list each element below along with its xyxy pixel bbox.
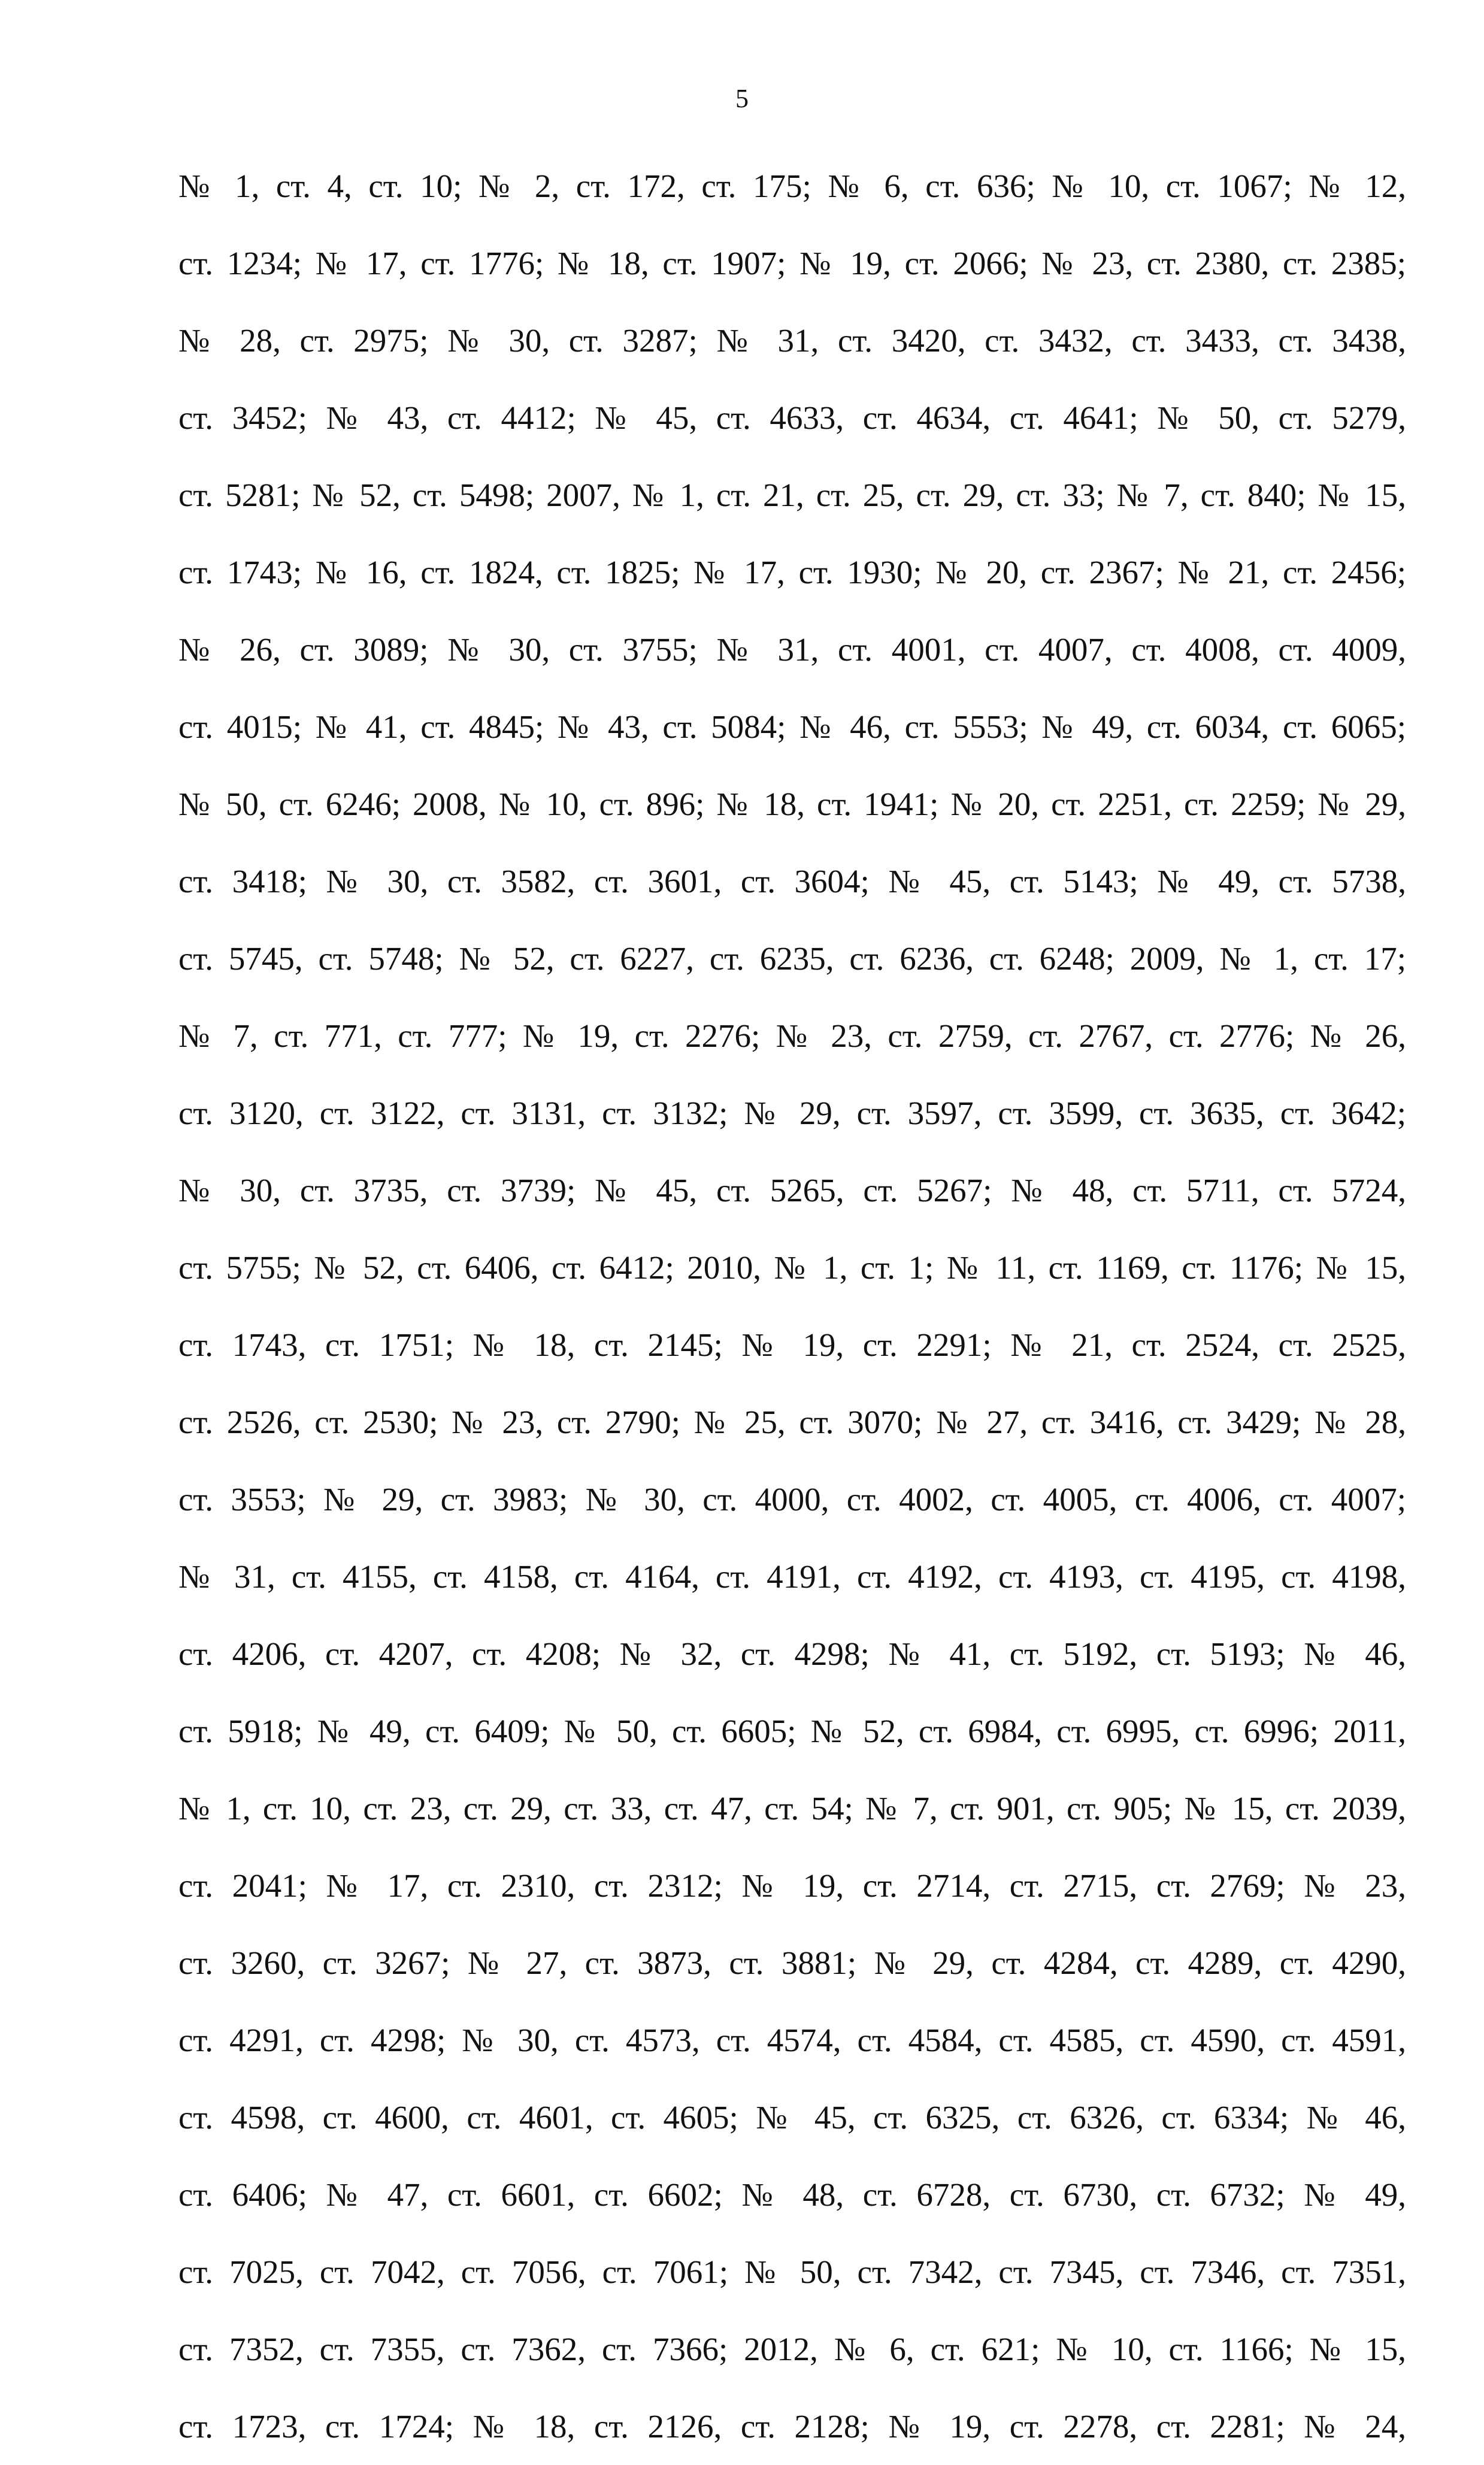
text-line: № 31, ст. 4155, ст. 4158, ст. 4164, ст. 4191, ст. 4192, ст. 4193, ст. 4195, ст. 4198, <box>178 1558 1406 1595</box>
text-line: ст. 4206, ст. 4207, ст. 4208; № 32, ст. 4298; № 41, ст. 5192, ст. 5193; № 46, <box>178 1636 1406 1672</box>
page-number: 5 <box>735 84 749 113</box>
text-line: ст. 5281; № 52, ст. 5498; 2007, № 1, ст. 21, ст. 25, ст. 29, ст. 33; № 7, ст. 840; № 15, <box>178 477 1406 513</box>
citation-text-block <box>178 147 1406 2465</box>
text-line: № 1, ст. 10, ст. 23, ст. 29, ст. 33, ст. 47, ст. 54; № 7, ст. 901, ст. 905; № 15, ст. 2039, <box>178 1790 1406 1827</box>
text-line: ст. 3120, ст. 3122, ст. 3131, ст. 3132; № 29, ст. 3597, ст. 3599, ст. 3635, ст. 3642; <box>178 1095 1406 1131</box>
text-line: ст. 5755; № 52, ст. 6406, ст. 6412; 2010, № 1, ст. 1; № 11, ст. 1169, ст. 1176; № 15, <box>178 1249 1406 1286</box>
text-line: ст. 2041; № 17, ст. 2310, ст. 2312; № 19, ст. 2714, ст. 2715, ст. 2769; № 23, <box>178 1867 1406 1904</box>
text-line: ст. 1743, ст. 1751; № 18, ст. 2145; № 19, ст. 2291; № 21, ст. 2524, ст. 2525, <box>178 1327 1406 1363</box>
text-line: ст. 3418; № 30, ст. 3582, ст. 3601, ст. 3604; № 45, ст. 5143; № 49, ст. 5738, <box>178 863 1406 900</box>
text-line: № 30, ст. 3735, ст. 3739; № 45, ст. 5265, ст. 5267; № 48, ст. 5711, ст. 5724, <box>178 1172 1406 1209</box>
text-line: ст. 3553; № 29, ст. 3983; № 30, ст. 4000, ст. 4002, ст. 4005, ст. 4006, ст. 4007; <box>178 1481 1406 1518</box>
text-line: ст. 4598, ст. 4600, ст. 4601, ст. 4605; № 45, ст. 6325, ст. 6326, ст. 6334; № 46, <box>178 2099 1406 2136</box>
text-line: ст. 3260, ст. 3267; № 27, ст. 3873, ст. 3881; № 29, ст. 4284, ст. 4289, ст. 4290, <box>178 1945 1406 1981</box>
text-line: ст. 4015; № 41, ст. 4845; № 43, ст. 5084; № 46, ст. 5553; № 49, ст. 6034, ст. 6065; <box>178 708 1406 745</box>
text-line: ст. 4291, ст. 4298; № 30, ст. 4573, ст. 4574, ст. 4584, ст. 4585, ст. 4590, ст. 4591, <box>178 2022 1406 2058</box>
text-line: ст. 1723, ст. 1724; № 18, ст. 2126, ст. 2128; № 19, ст. 2278, ст. 2281; № 24, <box>178 2408 1406 2445</box>
text-line: ст. 6406; № 47, ст. 6601, ст. 6602; № 48, ст. 6728, ст. 6730, ст. 6732; № 49, <box>178 2176 1406 2213</box>
text-line: ст. 1743; № 16, ст. 1824, ст. 1825; № 17, ст. 1930; № 20, ст. 2367; № 21, ст. 2456; <box>178 554 1406 590</box>
text-line: № 28, ст. 2975; № 30, ст. 3287; № 31, ст. 3420, ст. 3432, ст. 3433, ст. 3438, <box>178 322 1406 359</box>
text-line: ст. 7352, ст. 7355, ст. 7362, ст. 7366; 2012, № 6, ст. 621; № 10, ст. 1166; № 15, <box>178 2331 1406 2367</box>
text-line: № 26, ст. 3089; № 30, ст. 3755; № 31, ст. 4001, ст. 4007, ст. 4008, ст. 4009, <box>178 631 1406 668</box>
text-line: № 1, ст. 4, ст. 10; № 2, ст. 172, ст. 175; № 6, ст. 636; № 10, ст. 1067; № 12, <box>178 168 1406 204</box>
text-line: ст. 1234; № 17, ст. 1776; № 18, ст. 1907; № 19, ст. 2066; № 23, ст. 2380, ст. 2385; <box>178 245 1406 281</box>
text-line: ст. 7025, ст. 7042, ст. 7056, ст. 7061; № 50, ст. 7342, ст. 7345, ст. 7346, ст. 7351, <box>178 2254 1406 2290</box>
text-line: № 7, ст. 771, ст. 777; № 19, ст. 2276; № 23, ст. 2759, ст. 2767, ст. 2776; № 26, <box>178 1018 1406 1054</box>
text-line: № 50, ст. 6246; 2008, № 10, ст. 896; № 18, ст. 1941; № 20, ст. 2251, ст. 2259; № 29, <box>178 786 1406 822</box>
text-line: ст. 5918; № 49, ст. 6409; № 50, ст. 6605; № 52, ст. 6984, ст. 6995, ст. 6996; 2011, <box>178 1713 1406 1749</box>
text-line: ст. 3452; № 43, ст. 4412; № 45, ст. 4633, ст. 4634, ст. 4641; № 50, ст. 5279, <box>178 399 1406 436</box>
text-line: ст. 2526, ст. 2530; № 23, ст. 2790; № 25, ст. 3070; № 27, ст. 3416, ст. 3429; № 28, <box>178 1404 1406 1440</box>
text-line: ст. 5745, ст. 5748; № 52, ст. 6227, ст. 6235, ст. 6236, ст. 6248; 2009, № 1, ст. 17; <box>178 940 1406 977</box>
